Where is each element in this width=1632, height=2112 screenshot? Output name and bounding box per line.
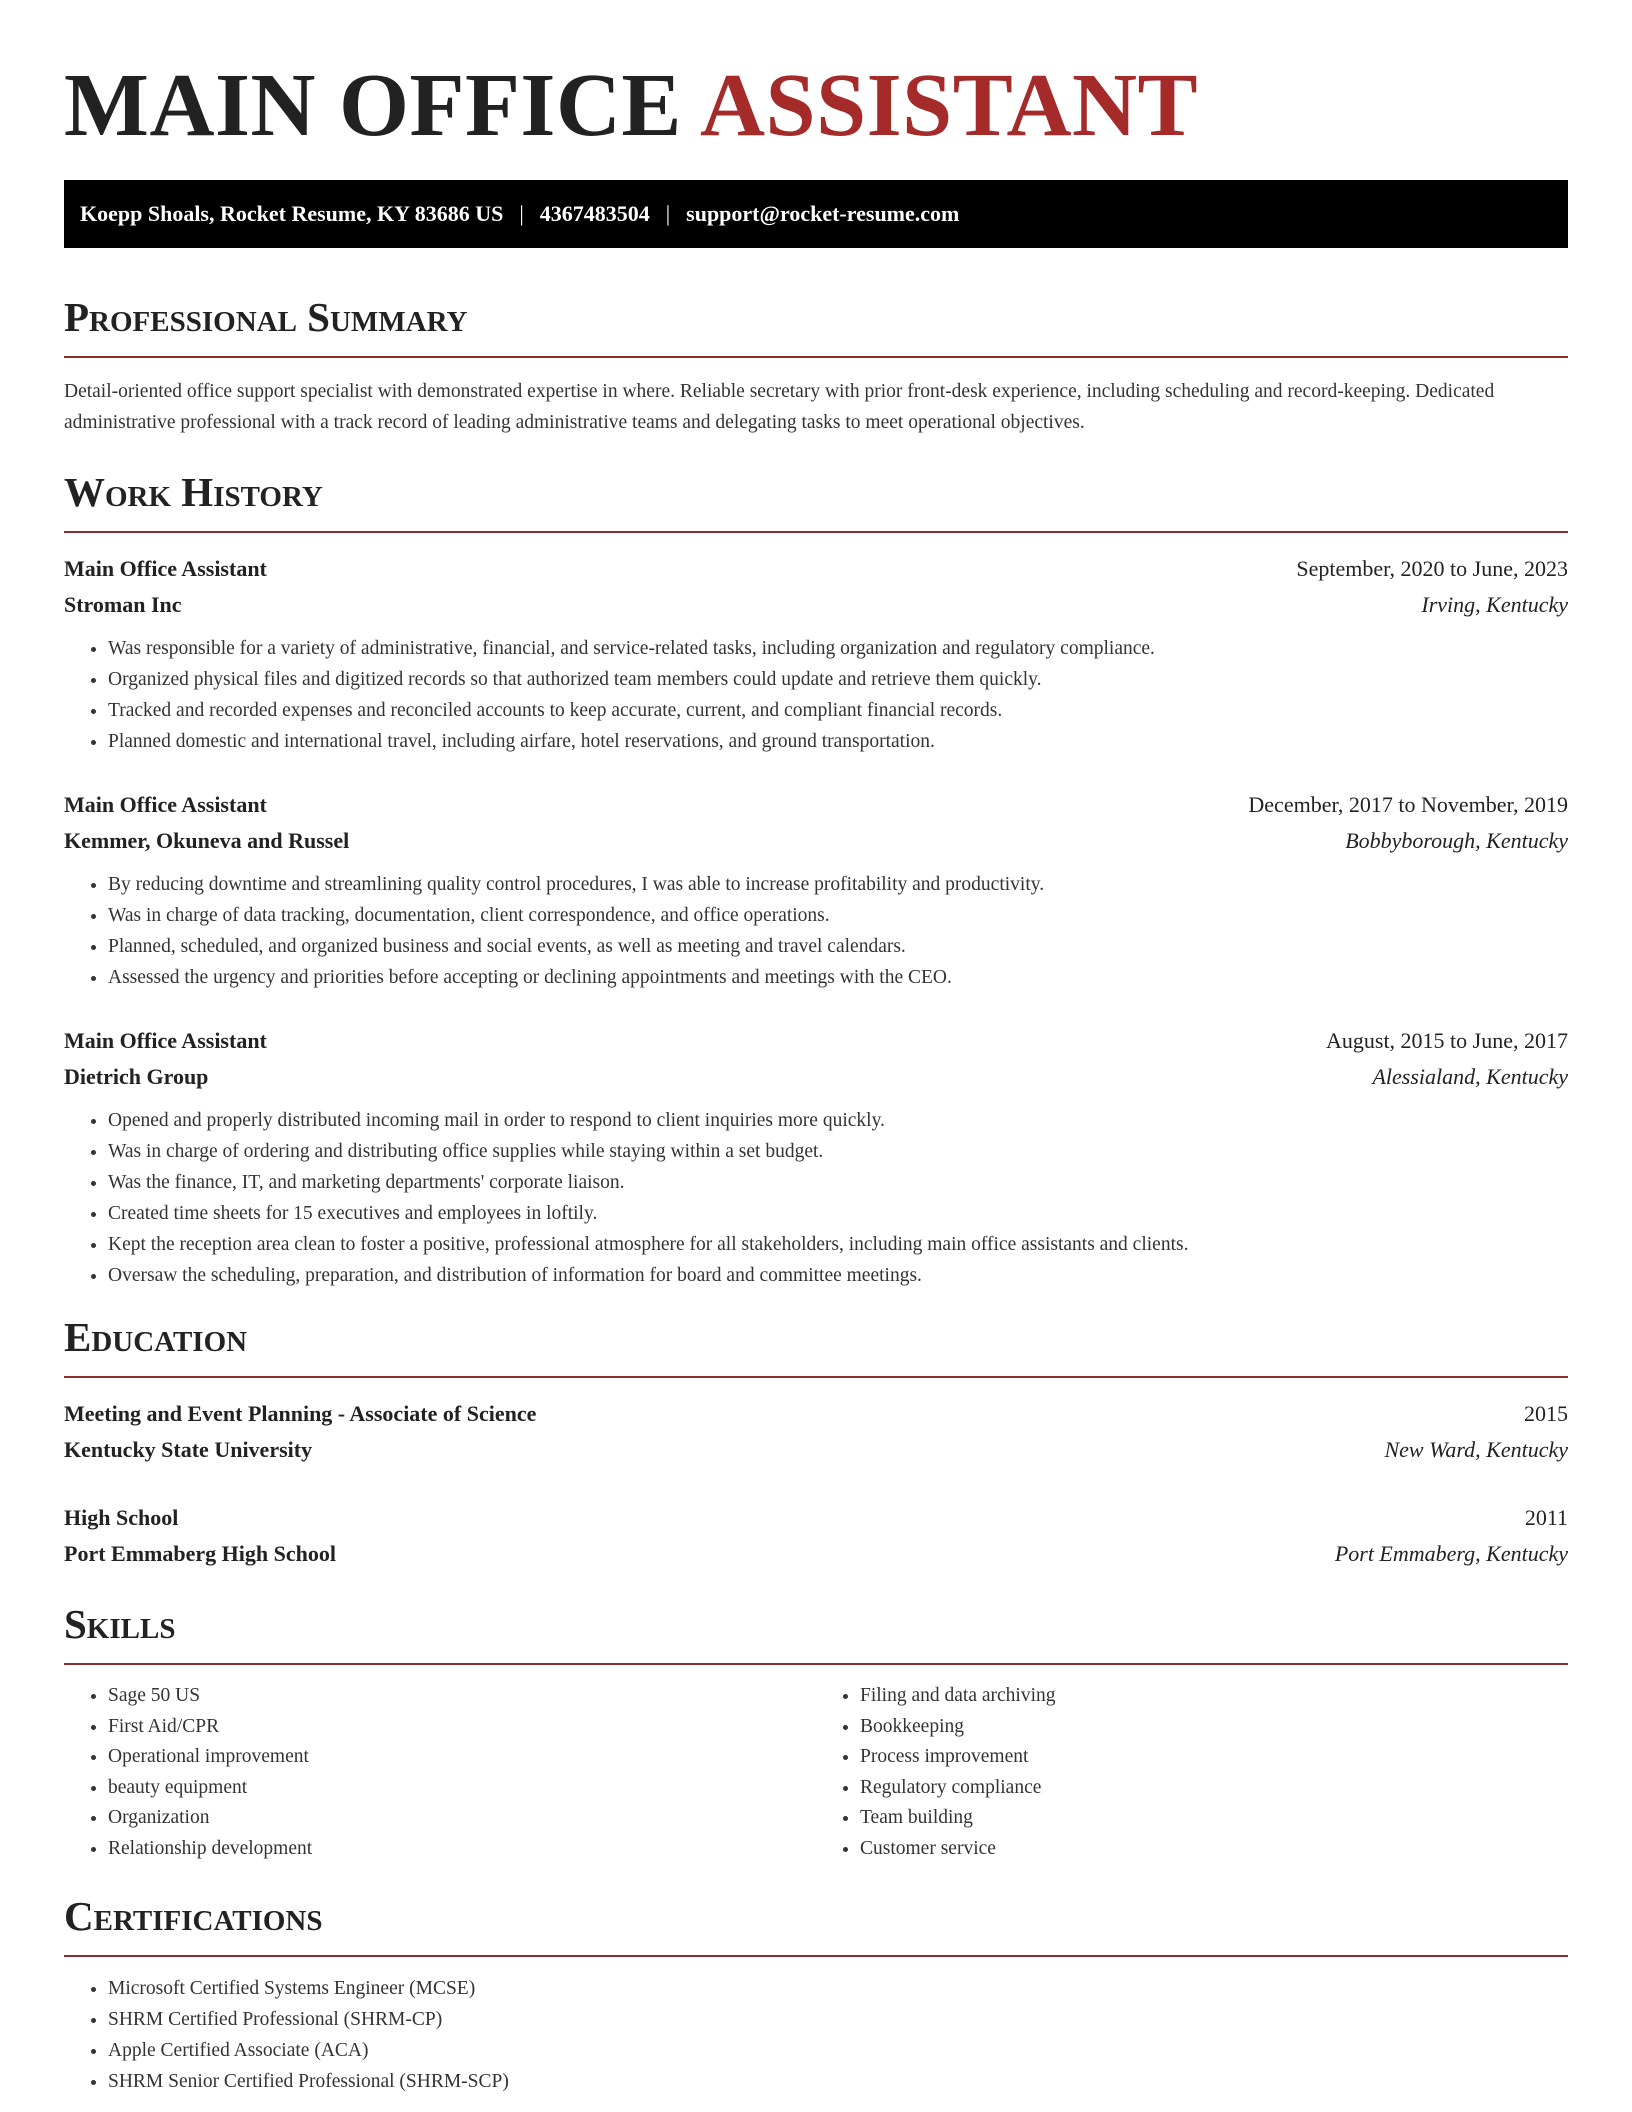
job-company: Dietrich Group	[64, 1063, 209, 1089]
list-item: • Regulatory compliance	[860, 1773, 1568, 1804]
job-title: Main Office Assistant	[64, 1027, 267, 1053]
job-entry	[64, 1023, 1568, 1291]
list-item: • Was in charge of data tracking, documentation, client correspondence, and office operations.	[108, 900, 1568, 931]
skills-section	[64, 1600, 1568, 1864]
job-location: Alessialand, Kentucky	[1372, 1063, 1568, 1089]
list-item: • Created time sheets for 15 executives and employees in loftily.	[108, 1198, 1568, 1229]
section-divider	[64, 356, 1568, 358]
list-item: • Sage 50 US	[108, 1681, 816, 1712]
section-heading-skills: Skills	[64, 1601, 176, 1648]
education-year: 2015	[1524, 1401, 1568, 1427]
job-bullets	[64, 869, 1568, 993]
list-item: • Tracked and recorded expenses and reconciled accounts to keep accurate, current, and compliant financial records.	[108, 695, 1568, 726]
education-year: 2011	[1524, 1505, 1568, 1531]
list-item: • Oversaw the scheduling, preparation, and distribution of information for board and committee meetings.	[108, 1260, 1568, 1291]
job-company: Kemmer, Okuneva and Russel	[64, 827, 350, 853]
section-heading-certifications: Certifications	[64, 1893, 323, 1940]
list-item: • Filing and data archiving	[860, 1681, 1568, 1712]
job-dates: August, 2015 to June, 2017	[1326, 1027, 1568, 1053]
section-heading-education: Education	[64, 1313, 248, 1360]
list-item: • Apple Certified Associate (ACA)	[108, 2035, 1568, 2066]
list-item: • First Aid/CPR	[108, 1712, 816, 1743]
job-bullets	[64, 633, 1568, 757]
list-item: • Planned domestic and international travel, including airfare, hotel reservations, and ground transportation.	[108, 726, 1568, 757]
job-location: Bobbyborough, Kentucky	[1345, 827, 1568, 853]
education-school: Port Emmaberg High School	[64, 1541, 336, 1567]
contact-address: Koepp Shoals, Rocket Resume, KY 83686 US	[80, 200, 504, 226]
list-item: • Was responsible for a variety of administrative, financial, and service-related tasks, including organization and regulatory compliance.	[108, 633, 1568, 664]
list-item: • Organization	[108, 1803, 816, 1834]
skills-grid	[64, 1681, 1568, 1864]
job-title: Main Office Assistant	[64, 555, 267, 581]
list-item: • Kept the reception area clean to foster a positive, professional atmosphere for all stakeholders, including main office assistants and clients.	[108, 1229, 1568, 1260]
education-location: New Ward, Kentucky	[1384, 1437, 1568, 1463]
section-heading-work-history: Work History	[64, 468, 323, 515]
job-dates: September, 2020 to June, 2023	[1296, 555, 1568, 581]
contact-separator: |	[665, 200, 671, 226]
list-item: • Bookkeeping	[860, 1712, 1568, 1743]
section-heading-summary: Professional Summary	[64, 293, 468, 340]
job-bullets	[64, 1105, 1568, 1291]
list-item: • Opened and properly distributed incoming mail in order to respond to client inquiries more quickly.	[108, 1105, 1568, 1136]
list-item: • By reducing downtime and streamlining quality control procedures, I was able to increase profitability and productivity.	[108, 869, 1568, 900]
contact-separator: |	[519, 200, 524, 226]
job-company: Stroman Inc	[64, 591, 182, 617]
list-item: • Operational improvement	[108, 1742, 816, 1773]
contact-bar	[64, 180, 1568, 248]
list-item: • SHRM Certified Professional (SHRM-CP)	[108, 2004, 1568, 2035]
list-item: • Customer service	[860, 1834, 1568, 1865]
education-entry	[64, 1500, 1568, 1572]
job-title: Main Office Assistant	[64, 791, 267, 817]
skills-column-left	[64, 1681, 816, 1864]
list-item: • Planned, scheduled, and organized business and social events, as well as meeting and travel calendars.	[108, 931, 1568, 962]
skills-column-right	[816, 1681, 1568, 1864]
section-divider	[64, 1376, 1568, 1378]
job-entry	[64, 787, 1568, 993]
summary-section	[64, 293, 1568, 438]
job-entry	[64, 551, 1568, 757]
certifications-section	[64, 1892, 1568, 2097]
list-item: • Process improvement	[860, 1742, 1568, 1773]
section-divider	[64, 1663, 1568, 1665]
title-accent: ASSISTANT	[700, 56, 1199, 155]
list-item: • beauty equipment	[108, 1773, 816, 1804]
list-item: • Microsoft Certified Systems Engineer (MCSE)	[108, 1973, 1568, 2004]
section-divider	[64, 1955, 1568, 1957]
list-item: • Team building	[860, 1803, 1568, 1834]
list-item: • Was in charge of ordering and distributing office supplies while staying within a set budget.	[108, 1136, 1568, 1167]
education-entry	[64, 1396, 1568, 1468]
education-degree: Meeting and Event Planning - Associate of Science	[64, 1401, 537, 1427]
education-school: Kentucky State University	[64, 1437, 313, 1463]
work-history-section	[64, 468, 1568, 1291]
list-item: • Was the finance, IT, and marketing departments' corporate liaison.	[108, 1167, 1568, 1198]
list-item: • Relationship development	[108, 1834, 816, 1865]
list-item: • SHRM Senior Certified Professional (SHRM-SCP)	[108, 2066, 1568, 2097]
education-location: Port Emmaberg, Kentucky	[1334, 1541, 1568, 1567]
education-section	[64, 1313, 1568, 1572]
list-item: • Organized physical files and digitized records so that authorized team members could update and retrieve them quickly.	[108, 664, 1568, 695]
summary-text: Detail-oriented office support specialist with demonstrated expertise in where. Reliable secretary with prior front-desk experience, including scheduling and record-keeping. Dedicated administrative professional with a track record of leading administrative teams and delegating tasks to meet operational objectives.	[64, 380, 1495, 433]
list-item: • Assessed the urgency and priorities before accepting or declining appointments and meetings with the CEO.	[108, 962, 1568, 993]
title-main: MAIN OFFICE	[64, 56, 682, 155]
page-title	[64, 0, 1568, 158]
certifications-list	[64, 1973, 1568, 2097]
job-location: Irving, Kentucky	[1421, 591, 1568, 617]
contact-email: support@rocket-resume.com	[686, 200, 960, 226]
education-degree: High School	[64, 1505, 179, 1531]
job-dates: December, 2017 to November, 2019	[1248, 791, 1568, 817]
contact-phone: 4367483504	[539, 200, 650, 226]
section-divider	[64, 531, 1568, 533]
